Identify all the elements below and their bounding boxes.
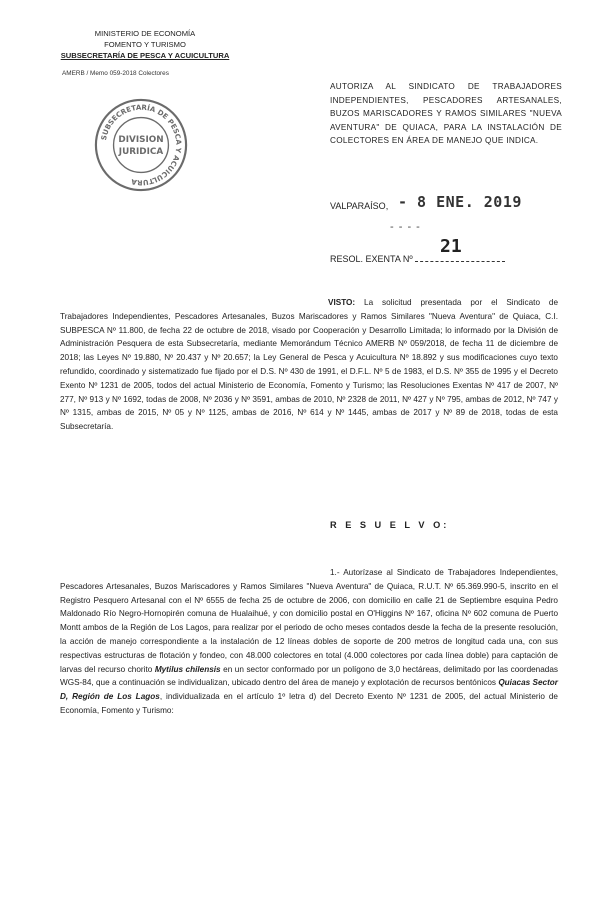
visto-text: La solicitud presentada por el Sindicato de Trabajadores Independientes, Pescadores Artesanales, Buzos Mariscadores y Ramos Similares "Nueva Aventura" de Quiaca, C.I. SUBPESCA Nº 11.800, de fecha 22 de octubre de 2018, visado por Cooperación y Desarrollo Limitada; lo informado por la División de Administración Pesquera de esta Subsecretaría, mediante Memorándum Técnico AMERB Nº 059/2018, de fecha 11 de diciembre de 2018; las Leyes Nº 19.880, Nº 20.437 y Nº 20.657; la Ley General de Pesca y Acuicultura Nº 18.892 y sus modificaciones cuyo texto refundido, coordinado y sistematizado fue fijado por el D.S. Nº 430 de 1991, el D.F.L. Nº 5 de 1983, el D.S. Nº 355 de 1995 y el Decreto Exento Nº 1231 de 2005, todos del actual Ministerio de Economía, Fomento y Turismo; las Resoluciones Exentas Nº 417 de 2007, Nº 277, Nº 913 y Nº 1692, todas de 2008, Nº 2036 y Nº 3591, ambas de 2010, Nº 2328 de 2011, Nº 427 y Nº 795, ambas de 2012, Nº 747 y Nº 1315, ambas de 2015, Nº 05 y Nº 1125, ambas de 2016, Nº 614 y Nº 1445, ambas de 2017 y Nº 89 de 2018, todas de esta Subsecretaría. (60, 298, 558, 432)
ministry-subtitle: FOMENTO Y TURISMO (104, 40, 186, 49)
visto-label: VISTO: (328, 298, 356, 307)
article-1-area: Quiacas Sector D, Región de Los Lagos (60, 678, 558, 702)
place-line (330, 201, 390, 211)
memo-reference: AMERB / Memo 059-2018 Colectores (62, 70, 169, 77)
article-1-text-part3: , individualizada en el artículo 1º letra d) del Decreto Exento Nº 1231 de 2005, del actual Ministerio de Economía, Fomento y Turismo: (60, 692, 558, 715)
subsecretaria-name: SUBSECRETARÍA DE PESCA Y ACUICULTURA (60, 51, 230, 60)
place-label: VALPARAÍSO, (330, 201, 389, 211)
article-1-paragraph (60, 566, 558, 718)
resolution-subject: AUTORIZA AL SINDICATO DE TRABAJADORES INDEPENDIENTES, PESCADORES ARTESANALES, BUZOS MARISCADORES Y RAMOS SIMILARES "NUEVA AVENTURA" DE QUIACA, PARA LA INSTALACIÓN DE COLECTORES EN ÁREA DE MANEJO QUE INDICA. (330, 82, 562, 146)
division-juridica-stamp (92, 96, 190, 194)
stamp-center-line2: JURIDICA (118, 146, 164, 157)
ministry-header (60, 28, 230, 61)
article-1-text-part2: en un sector conformado por un polígono de 3,0 hectáreas, delimitado por las coordenadas WGS-84, que a continuación se individualizan, ubicado dentro del área de manejo y explotación de recursos bentónicos (60, 664, 558, 688)
date-stamp: - 8 ENE. 2019 (398, 193, 522, 211)
date-dashes: - - - - (390, 221, 421, 233)
stamp-center-line1: DIVISION (118, 135, 164, 146)
ministry-name: MINISTERIO DE ECONOMÍA (94, 29, 196, 38)
resolution-number-line (330, 253, 505, 264)
resolution-number: 21 (440, 236, 462, 257)
article-1-text-part1: 1.- Autorízase al Sindicato de Trabajadores Independientes, Pescadores Artesanales, Buzos Mariscadores y Ramos Similares "Nueva Aventura" de Quiaca, R.U.T. Nº 65.369.990-5, inscrito en el Registro Pesquero Artesanal con el Nº 6555 de fecha 25 de octubre de 2006, con domicilio en calle 21 de Septiembre esquina Pedro Maldonado Río Negro-Hornopirén comuna de Hualaihué, y con domicilio postal en O'Higgins Nº 167, oficina Nº 602 comuna de Puerto Montt ambos de la Región de Los Lagos, para realizar por el periodo de ocho meses contados desde la fecha de la presente resolución, la acción de manejo correspondiente a la instalación de 12 líneas dobles de soporte de 200 metros de longitud cada una, con sus respectivas estructuras de flotación y fondeo, con 48.000 colectores en total (4.000 colectores por cada línea doble) para captación de larvas del recurso chorito (60, 568, 558, 674)
resuelvo-heading: R E S U E L V O: (330, 520, 450, 530)
resolution-label: RESOL. EXENTA Nº (330, 254, 413, 264)
article-1-species: Mytilus chilensis (154, 664, 221, 674)
visto-paragraph (60, 296, 558, 434)
stamp-ring-text: SUBSECRETARÍA DE PESCA Y ACUICULTURA (99, 102, 184, 188)
